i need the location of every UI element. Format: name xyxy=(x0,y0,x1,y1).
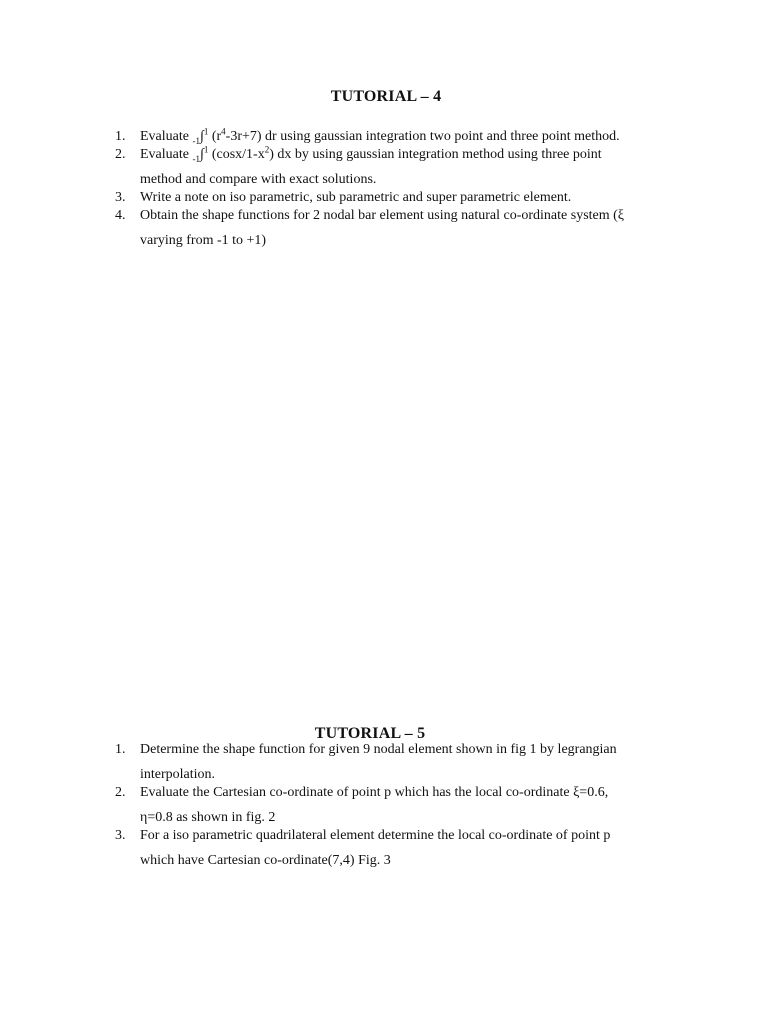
expression-part-a: (cosx/1-x xyxy=(208,147,265,162)
question-text xyxy=(140,126,690,146)
tutorial-4-question-3 xyxy=(115,190,690,206)
question-number: 3. xyxy=(115,190,126,205)
tutorial-4-question-list xyxy=(115,126,690,249)
question-prefix: Evaluate xyxy=(140,129,193,144)
tutorial-5-title: TUTORIAL – 5 xyxy=(314,725,426,742)
integral-lower-limit: -1 xyxy=(192,135,200,146)
question-text-continued: interpolation. xyxy=(140,767,216,782)
question-text: Evaluate the Cartesian co-ordinate of point p which has the local co-ordinate ξ=0.6, xyxy=(140,785,609,800)
question-number: 1. xyxy=(115,742,126,757)
integral-upper-limit: 1 xyxy=(203,126,209,137)
question-number: 4. xyxy=(115,208,126,223)
integral-upper-limit: 1 xyxy=(203,144,209,155)
expression-part-b: -3r+7) dr using gaussian integration two point and three point method. xyxy=(225,129,620,144)
question-number: 2. xyxy=(115,147,126,162)
expression-part-b: ) dx by using gaussian integration method using three point xyxy=(269,147,602,162)
question-number: 2. xyxy=(115,785,126,800)
tutorial-5-question-3 xyxy=(115,828,690,869)
question-text-continued: method and compare with exact solutions. xyxy=(140,172,377,187)
question-prefix: Evaluate xyxy=(140,147,193,162)
exponent: 2 xyxy=(264,144,270,155)
integral-symbol: ∫ xyxy=(199,147,204,162)
question-text-continued: which have Cartesian co-ordinate(7,4) Fig. 3 xyxy=(140,853,391,868)
question-text xyxy=(140,144,690,164)
integral-symbol: ∫ xyxy=(199,129,204,144)
exponent: 4 xyxy=(221,126,226,137)
question-text: Determine the shape function for given 9 nodal element shown in fig 1 by legrangian xyxy=(140,742,617,757)
tutorial-4-question-4 xyxy=(115,208,690,249)
question-number: 3. xyxy=(115,828,126,843)
question-text-continued: varying from -1 to +1) xyxy=(140,233,267,248)
tutorial-4-title: TUTORIAL – 4 xyxy=(330,88,442,105)
tutorial-5-question-list xyxy=(115,742,690,869)
tutorial-5-question-1 xyxy=(115,742,690,783)
question-text: For a iso parametric quadrilateral element determine the local co-ordinate of point p xyxy=(140,828,611,843)
tutorial-4-question-1 xyxy=(115,126,690,146)
tutorial-4-question-2 xyxy=(115,144,690,188)
question-number: 1. xyxy=(115,129,126,144)
expression-part-a: (r xyxy=(208,129,222,144)
tutorial-5-question-2 xyxy=(115,785,690,826)
integral-lower-limit: -1 xyxy=(192,153,200,164)
question-text: Obtain the shape functions for 2 nodal bar element using natural co-ordinate system (ξ xyxy=(140,208,625,223)
question-text-continued: η=0.8 as shown in fig. 2 xyxy=(140,810,276,825)
question-text: Write a note on iso parametric, sub parametric and super parametric element. xyxy=(140,190,572,205)
